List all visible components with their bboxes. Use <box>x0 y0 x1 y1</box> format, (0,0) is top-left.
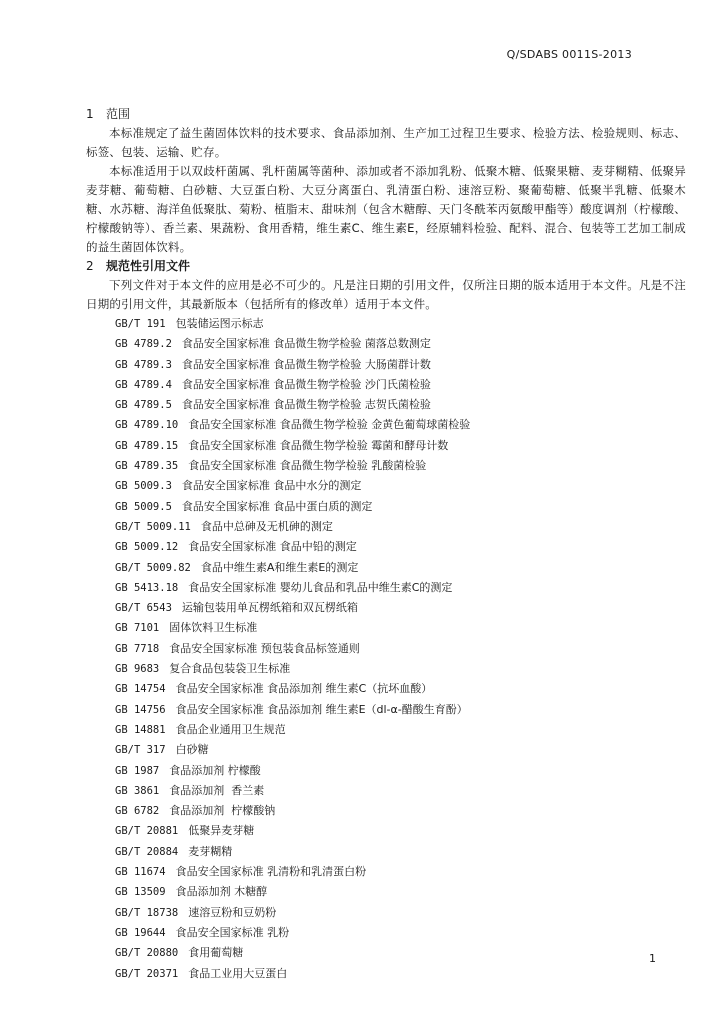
reference-code: GB/T 18738 <box>115 906 179 919</box>
section-title: 范围 <box>106 107 131 121</box>
reference-item <box>86 964 686 984</box>
reference-title: 食品安全国家标准 食品微生物学检验 大肠菌群计数 <box>181 357 431 371</box>
paragraph: 下列文件对于本文件的应用是必不可少的。凡是注日期的引用文件，仅所注日期的版本适用于本文件。凡是不注日期的引用文件，其最新版本（包括所有的修改单）适用于本文件。 <box>86 278 686 311</box>
reference-title: 复合食品包装袋卫生标准 <box>169 662 291 676</box>
reference-item <box>86 842 686 862</box>
reference-title: 食品安全国家标准 乳清粉和乳清蛋白粉 <box>175 865 367 879</box>
reference-title: 食品添加剂 柠檬酸 <box>169 763 261 777</box>
reference-title: 包装储运图示标志 <box>175 317 264 330</box>
reference-code: GB 7718 <box>115 642 160 655</box>
reference-code: GB 9683 <box>115 663 160 676</box>
reference-title: 运输包装用单瓦楞纸箱和双瓦楞纸箱 <box>181 601 358 615</box>
reference-title: 食品添加剂 香兰素 <box>169 783 265 797</box>
reference-code: GB 4789.3 <box>115 358 172 371</box>
reference-item <box>86 781 686 801</box>
reference-item <box>86 415 686 435</box>
reference-title: 速溶豆粉和豆奶粉 <box>188 905 277 919</box>
section-1-heading <box>86 105 686 124</box>
reference-code: GB 4789.10 <box>115 419 179 432</box>
reference-title: 食品安全国家标准 食品微生物学检验 乳酸菌检验 <box>188 459 427 473</box>
reference-title: 食品安全国家标准 乳粉 <box>175 925 290 939</box>
reference-item <box>86 659 686 679</box>
reference-title: 食品安全国家标准 预包装食品标签通则 <box>169 641 360 655</box>
page-number: 1 <box>649 952 656 965</box>
reference-item <box>86 882 686 902</box>
reference-code: GB 4789.35 <box>115 460 179 473</box>
reference-item <box>86 436 686 456</box>
reference-title: 麦芽糊精 <box>188 844 233 858</box>
reference-item <box>86 740 686 760</box>
reference-title: 食品安全国家标准 婴幼儿食品和乳品中维生素C的测定 <box>188 580 453 594</box>
reference-code: GB/T 20371 <box>115 967 179 980</box>
reference-code: GB 19644 <box>115 926 166 939</box>
reference-code: GB 4789.15 <box>115 439 179 452</box>
reference-item <box>86 476 686 496</box>
reference-code: GB/T 20884 <box>115 845 179 858</box>
paragraph: 本标准适用于以双歧杆菌属、乳杆菌属等菌种、添加或者不添加乳粉、低聚木糖、低聚果糖、麦芽糊精、低聚异麦芽糖、葡萄糖、白砂糖、大豆蛋白粉、大豆分离蛋白、乳清蛋白粉、速溶豆粉、聚葡萄糖、低聚半乳糖、低聚木糖、水苏糖、海洋鱼低聚肽、菊粉、植脂末、甜味剂（包含木糖醇、天门冬酰苯丙氨酸甲酯等）酸度调剂（柠檬酸、柠檬酸钠等）、香兰素、果蔬粉、食用香精，维生素C、维生素E，经原辅料检验、配料、混合、包装等工艺加工制成的益生菌固体饮料。 <box>86 164 686 254</box>
reference-item <box>86 375 686 395</box>
reference-item <box>86 720 686 740</box>
reference-code: GB 5009.3 <box>115 480 172 493</box>
reference-code: GB 14881 <box>115 723 166 736</box>
reference-title: 食品安全国家标准 食品微生物学检验 志贺氏菌检验 <box>181 398 431 412</box>
reference-item <box>86 558 686 578</box>
reference-title: 固体饮料卫生标准 <box>169 621 258 635</box>
reference-code: GB/T 6543 <box>115 602 172 615</box>
reference-item <box>86 334 686 354</box>
reference-title: 食品安全国家标准 食品中蛋白质的测定 <box>181 499 373 513</box>
section-title: 规范性引用文件 <box>106 259 191 273</box>
reference-item <box>86 679 686 699</box>
reference-title: 低聚异麦芽糖 <box>188 824 255 838</box>
reference-code: GB 5009.5 <box>115 500 172 513</box>
reference-title: 食品安全国家标准 食品中铅的测定 <box>188 540 357 554</box>
reference-code: GB/T 5009.11 <box>115 520 191 533</box>
document-body <box>86 105 686 984</box>
reference-item <box>86 639 686 659</box>
reference-item <box>86 923 686 943</box>
reference-title: 食品安全国家标准 食品中水分的测定 <box>181 479 362 493</box>
reference-title: 食品安全国家标准 食品添加剂 维生素C（抗坏血酸） <box>175 682 433 696</box>
reference-code: GB/T 191 <box>115 318 166 330</box>
reference-code: GB/T 317 <box>115 744 166 757</box>
reference-code: GB 4789.5 <box>115 399 172 412</box>
reference-item <box>86 456 686 476</box>
reference-item <box>86 395 686 415</box>
reference-item <box>86 943 686 963</box>
section-number: 1 <box>86 107 94 121</box>
reference-code: GB 3861 <box>115 784 160 797</box>
paragraph: 本标准规定了益生菌固体饮料的技术要求、食品添加剂、生产加工过程卫生要求、检验方法、检验规则、标志、标签、包装、运输、贮存。 <box>86 126 686 159</box>
reference-title: 白砂糖 <box>175 743 209 757</box>
reference-item <box>86 314 686 334</box>
reference-code: GB 11674 <box>115 866 166 879</box>
reference-item <box>86 517 686 537</box>
reference-list <box>86 314 686 984</box>
reference-item <box>86 821 686 841</box>
reference-item <box>86 700 686 720</box>
reference-item <box>86 761 686 781</box>
section-number: 2 <box>86 259 94 273</box>
reference-code: GB 5413.18 <box>115 581 179 594</box>
reference-item <box>86 618 686 638</box>
reference-code: GB 7101 <box>115 622 160 635</box>
reference-code: GB 5009.12 <box>115 541 179 554</box>
reference-item <box>86 578 686 598</box>
reference-title: 食品工业用大豆蛋白 <box>188 966 288 980</box>
reference-title: 食品安全国家标准 食品微生物学检验 沙门氏菌检验 <box>181 377 431 391</box>
section-2-heading <box>86 257 686 276</box>
reference-title: 食用葡萄糖 <box>188 946 244 960</box>
reference-item <box>86 537 686 557</box>
reference-code: GB 14756 <box>115 703 166 716</box>
reference-code: GB 1987 <box>115 764 160 777</box>
reference-code: GB/T 20880 <box>115 947 179 960</box>
reference-item <box>86 801 686 821</box>
reference-title: 食品安全国家标准 食品添加剂 维生素E（dl-α-醋酸生育酚） <box>175 702 468 716</box>
reference-title: 食品企业通用卫生规范 <box>175 722 286 736</box>
reference-title: 食品安全国家标准 食品微生物学检验 霉菌和酵母计数 <box>188 438 449 452</box>
reference-code: GB 13509 <box>115 886 166 899</box>
reference-title: 食品添加剂 木糖醇 <box>175 885 268 899</box>
reference-item <box>86 497 686 517</box>
reference-item <box>86 862 686 882</box>
reference-title: 食品安全国家标准 食品微生物学检验 菌落总数测定 <box>181 337 431 351</box>
reference-code: GB 4789.4 <box>115 378 172 391</box>
document-code: Q/SDABS 0011S-2013 <box>506 48 632 61</box>
reference-item <box>86 903 686 923</box>
reference-title: 食品添加剂 柠檬酸钠 <box>169 804 276 818</box>
reference-title: 食品中维生素A和维生素E的测定 <box>200 560 359 574</box>
reference-title: 食品中总砷及无机砷的测定 <box>200 519 333 533</box>
reference-code: GB 4789.2 <box>115 338 172 351</box>
reference-code: GB/T 20881 <box>115 825 179 838</box>
reference-code: GB 14754 <box>115 683 166 696</box>
reference-code: GB/T 5009.82 <box>115 561 191 574</box>
reference-item <box>86 355 686 375</box>
reference-code: GB 6782 <box>115 805 160 818</box>
reference-item <box>86 598 686 618</box>
reference-title: 食品安全国家标准 食品微生物学检验 金黄色葡萄球菌检验 <box>188 418 471 432</box>
